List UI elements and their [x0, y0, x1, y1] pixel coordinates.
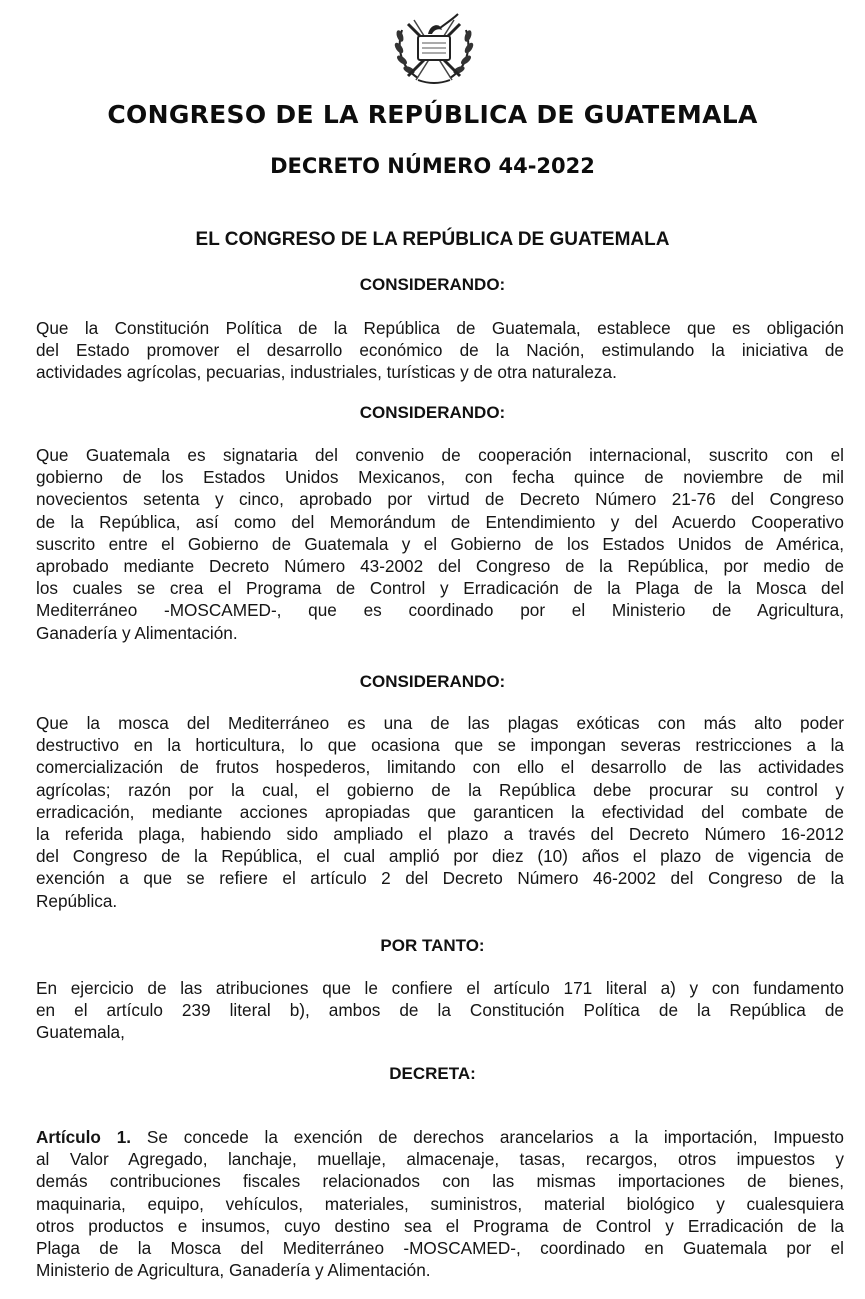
paragraph-line: Mediterráneo -MOSCAMED-, que es coordinado por el Ministerio de Agricultura,: [36, 600, 844, 621]
paragraph-line: Que la Constitución Política de la República de Guatemala, establece que es obligación: [36, 318, 844, 338]
paragraph-line: gobierno de los Estados Unidos Mexicanos, con fecha quince de noviembre de mil: [36, 467, 844, 488]
paragraph-line: suscrito entre el Gobierno de Guatemala y el Gobierno de los Estados Unidos de América,: [36, 533, 844, 554]
paragraph-line: agrícolas; razón por la cual, el gobierno de la República debe procurar su control y: [36, 779, 844, 800]
paragraph-line: destructivo en la horticultura, lo que ocasiona que se impongan severas restricciones a la: [36, 735, 844, 756]
paragraph-line: los cuales se crea el Programa de Control y Erradicación de la Plaga de la Mosca del: [36, 578, 844, 599]
decree-number: DECRETO NÚMERO 44-2022: [270, 154, 595, 178]
paragraph-line: Que la mosca del Mediterráneo es una de las plagas exóticas con más alto poder: [36, 713, 844, 733]
paragraph-line: del Congreso de la República, el cual amplió por diez (10) años el plazo de vigencia de: [36, 846, 844, 867]
paragraph-line: Ministerio de Agricultura, Ganadería y Alimentación.: [36, 1260, 431, 1281]
paragraph-line: actividades agrícolas, pecuarias, industriales, turísticas y de otra naturaleza.: [36, 362, 617, 383]
paragraph-line: de la República, así como del Memorándum de Entendimiento y del Acuerdo Cooperativo: [36, 511, 844, 532]
article-label: Artículo 1.: [36, 1127, 132, 1147]
paragraph-line: novecientos setenta y cinco, aprobado por virtud de Decreto Número 21-76 del Congreso: [36, 489, 844, 510]
article-first-line: [36, 1126, 844, 1148]
por-tanto-paragraph: [36, 977, 844, 1044]
considerando-paragraph-1: [36, 317, 844, 384]
article-1-paragraph: [36, 1126, 844, 1281]
paragraph-line: demás contribuciones fiscales relacionados con las mismas importaciones de bienes,: [36, 1171, 844, 1192]
por-tanto-heading: POR TANTO:: [380, 936, 485, 955]
considerando-paragraph-2: [36, 444, 844, 644]
paragraph-line: En ejercicio de las atribuciones que le confiere el artículo 171 literal a) y con fundamento: [36, 978, 844, 998]
considerando-heading-2: CONSIDERANDO:: [359, 403, 506, 422]
decreta-heading: DECRETA:: [389, 1064, 476, 1083]
paragraph-line: aprobado mediante Decreto Número 43-2002 del Congreso de la República, por medio de: [36, 556, 844, 577]
paragraph-line: del Estado promover el desarrollo económico de la Nación, estimulando la iniciativa de: [36, 340, 844, 361]
guatemala-coat-of-arms-icon: [388, 6, 480, 88]
considerando-heading-1: CONSIDERANDO:: [359, 275, 506, 294]
paragraph-line: otros productos e insumos, cuyo destino sea el Programa de Control y Erradicación de la: [36, 1215, 844, 1236]
paragraph-line: en el artículo 239 literal b), ambos de la Constitución Política de la República de: [36, 1000, 844, 1021]
paragraph-line: Guatemala,: [36, 1022, 125, 1043]
considerando-paragraph-3: [36, 712, 844, 912]
paragraph-line: exención a que se refiere el artículo 2 del Decreto Número 46-2002 del Congreso de la: [36, 868, 844, 889]
congress-heading: EL CONGRESO DE LA REPÚBLICA DE GUATEMALA: [195, 229, 670, 250]
paragraph-line: erradicación, mediante acciones apropiadas que garanticen la efectividad del combate de: [36, 801, 844, 822]
considerando-heading-3: CONSIDERANDO:: [359, 672, 506, 691]
article-first-line-text: Se concede la exención de derechos arancelarios a la importación, Impuesto: [131, 1127, 844, 1147]
paragraph-line: República.: [36, 890, 118, 911]
institution-title: CONGRESO DE LA REPÚBLICA DE GUATEMALA: [107, 100, 758, 129]
paragraph-line: Que Guatemala es signataria del convenio de cooperación internacional, suscrito con el: [36, 445, 844, 465]
paragraph-line: Ganadería y Alimentación.: [36, 622, 238, 643]
paragraph-line: al Valor Agregado, lanchaje, muellaje, almacenaje, tasas, recargos, otros impuestos y: [36, 1149, 844, 1170]
paragraph-line: comercialización de frutos hospederos, limitando con ello el desarrollo de las actividades: [36, 757, 844, 778]
paragraph-line: maquinaria, equipo, vehículos, materiales, suministros, material biológico y cualesquiera: [36, 1193, 844, 1214]
paragraph-line: la referida plaga, habiendo sido ampliado el plazo a través del Decreto Número 16-2012: [36, 824, 844, 845]
paragraph-line: Plaga de la Mosca del Mediterráneo -MOSCAMED-, coordinado en Guatemala por el: [36, 1238, 844, 1259]
